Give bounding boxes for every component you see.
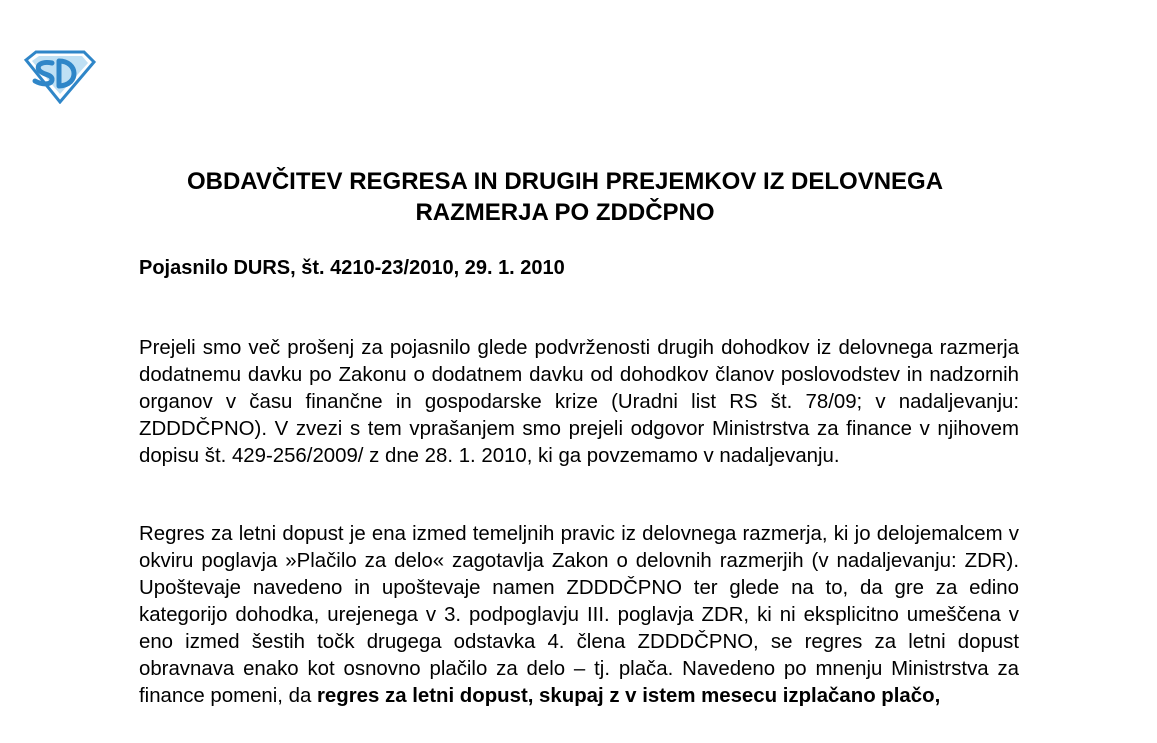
body-paragraph-1: Prejeli smo več prošenj za pojasnilo glede podvrženosti drugih dohodkov iz delovnega razmerja dodatnemu davku po Zakonu o dodatnem davku od dohodkov članov poslovodstev in nadzornih organov v času finančne in gospodarske krize (Uradni list RS št. 78/09; v nadaljevanju: ZDDDČPNO). V zvezi s tem vprašanjem smo prejeli odgovor Ministrstva za finance v njihovem dopisu št. 429-256/2009/ z dne 28. 1. 2010, ki ga povzemamo v nadaljevanju. — [139, 337, 1019, 467]
sd-diamond-logo-icon — [22, 50, 96, 104]
body-paragraph-2-text: Regres za letni dopust je ena izmed temeljnih pravic iz delovnega razmerja, ki jo delojemalcem v okviru poglavja »Plačilo za delo« zagotavlja Zakon o delovnih razmerjih (v nadaljevanju: ZDR). Upoštevaje navedeno in upoštevaje namen ZDDDČPNO ter glede na to, da gre za edino kategorijo dohodka, urejenega v 3. podpoglavju III. poglavja ZDR, ki ni eksplicitno umeščena v eno izmed šestih točk drugega odstavka 4. člena ZDDDČPNO, se regres za letni dopust obravnava enako kot osnovno plačilo za delo – tj. plača. Navedeno po mnenju Ministrstva za finance pomeni, da — [139, 523, 1019, 707]
body-paragraph-2 — [139, 521, 1019, 710]
document-title-line-1: OBDAVČITEV REGRESA IN DRUGIH PREJEMKOV IZ DELOVNEGA — [186, 168, 944, 195]
document-title — [110, 166, 1020, 228]
document-subtitle: Pojasnilo DURS, št. 4210-23/2010, 29. 1. 2010 — [139, 257, 565, 279]
company-logo — [22, 50, 96, 104]
document-title-line-2: RAZMERJA PO ZDDČPNO — [415, 199, 715, 226]
body-paragraph-2-bold-text: regres za letni dopust, skupaj z v istem mesecu izplačano plačo, — [316, 685, 941, 707]
